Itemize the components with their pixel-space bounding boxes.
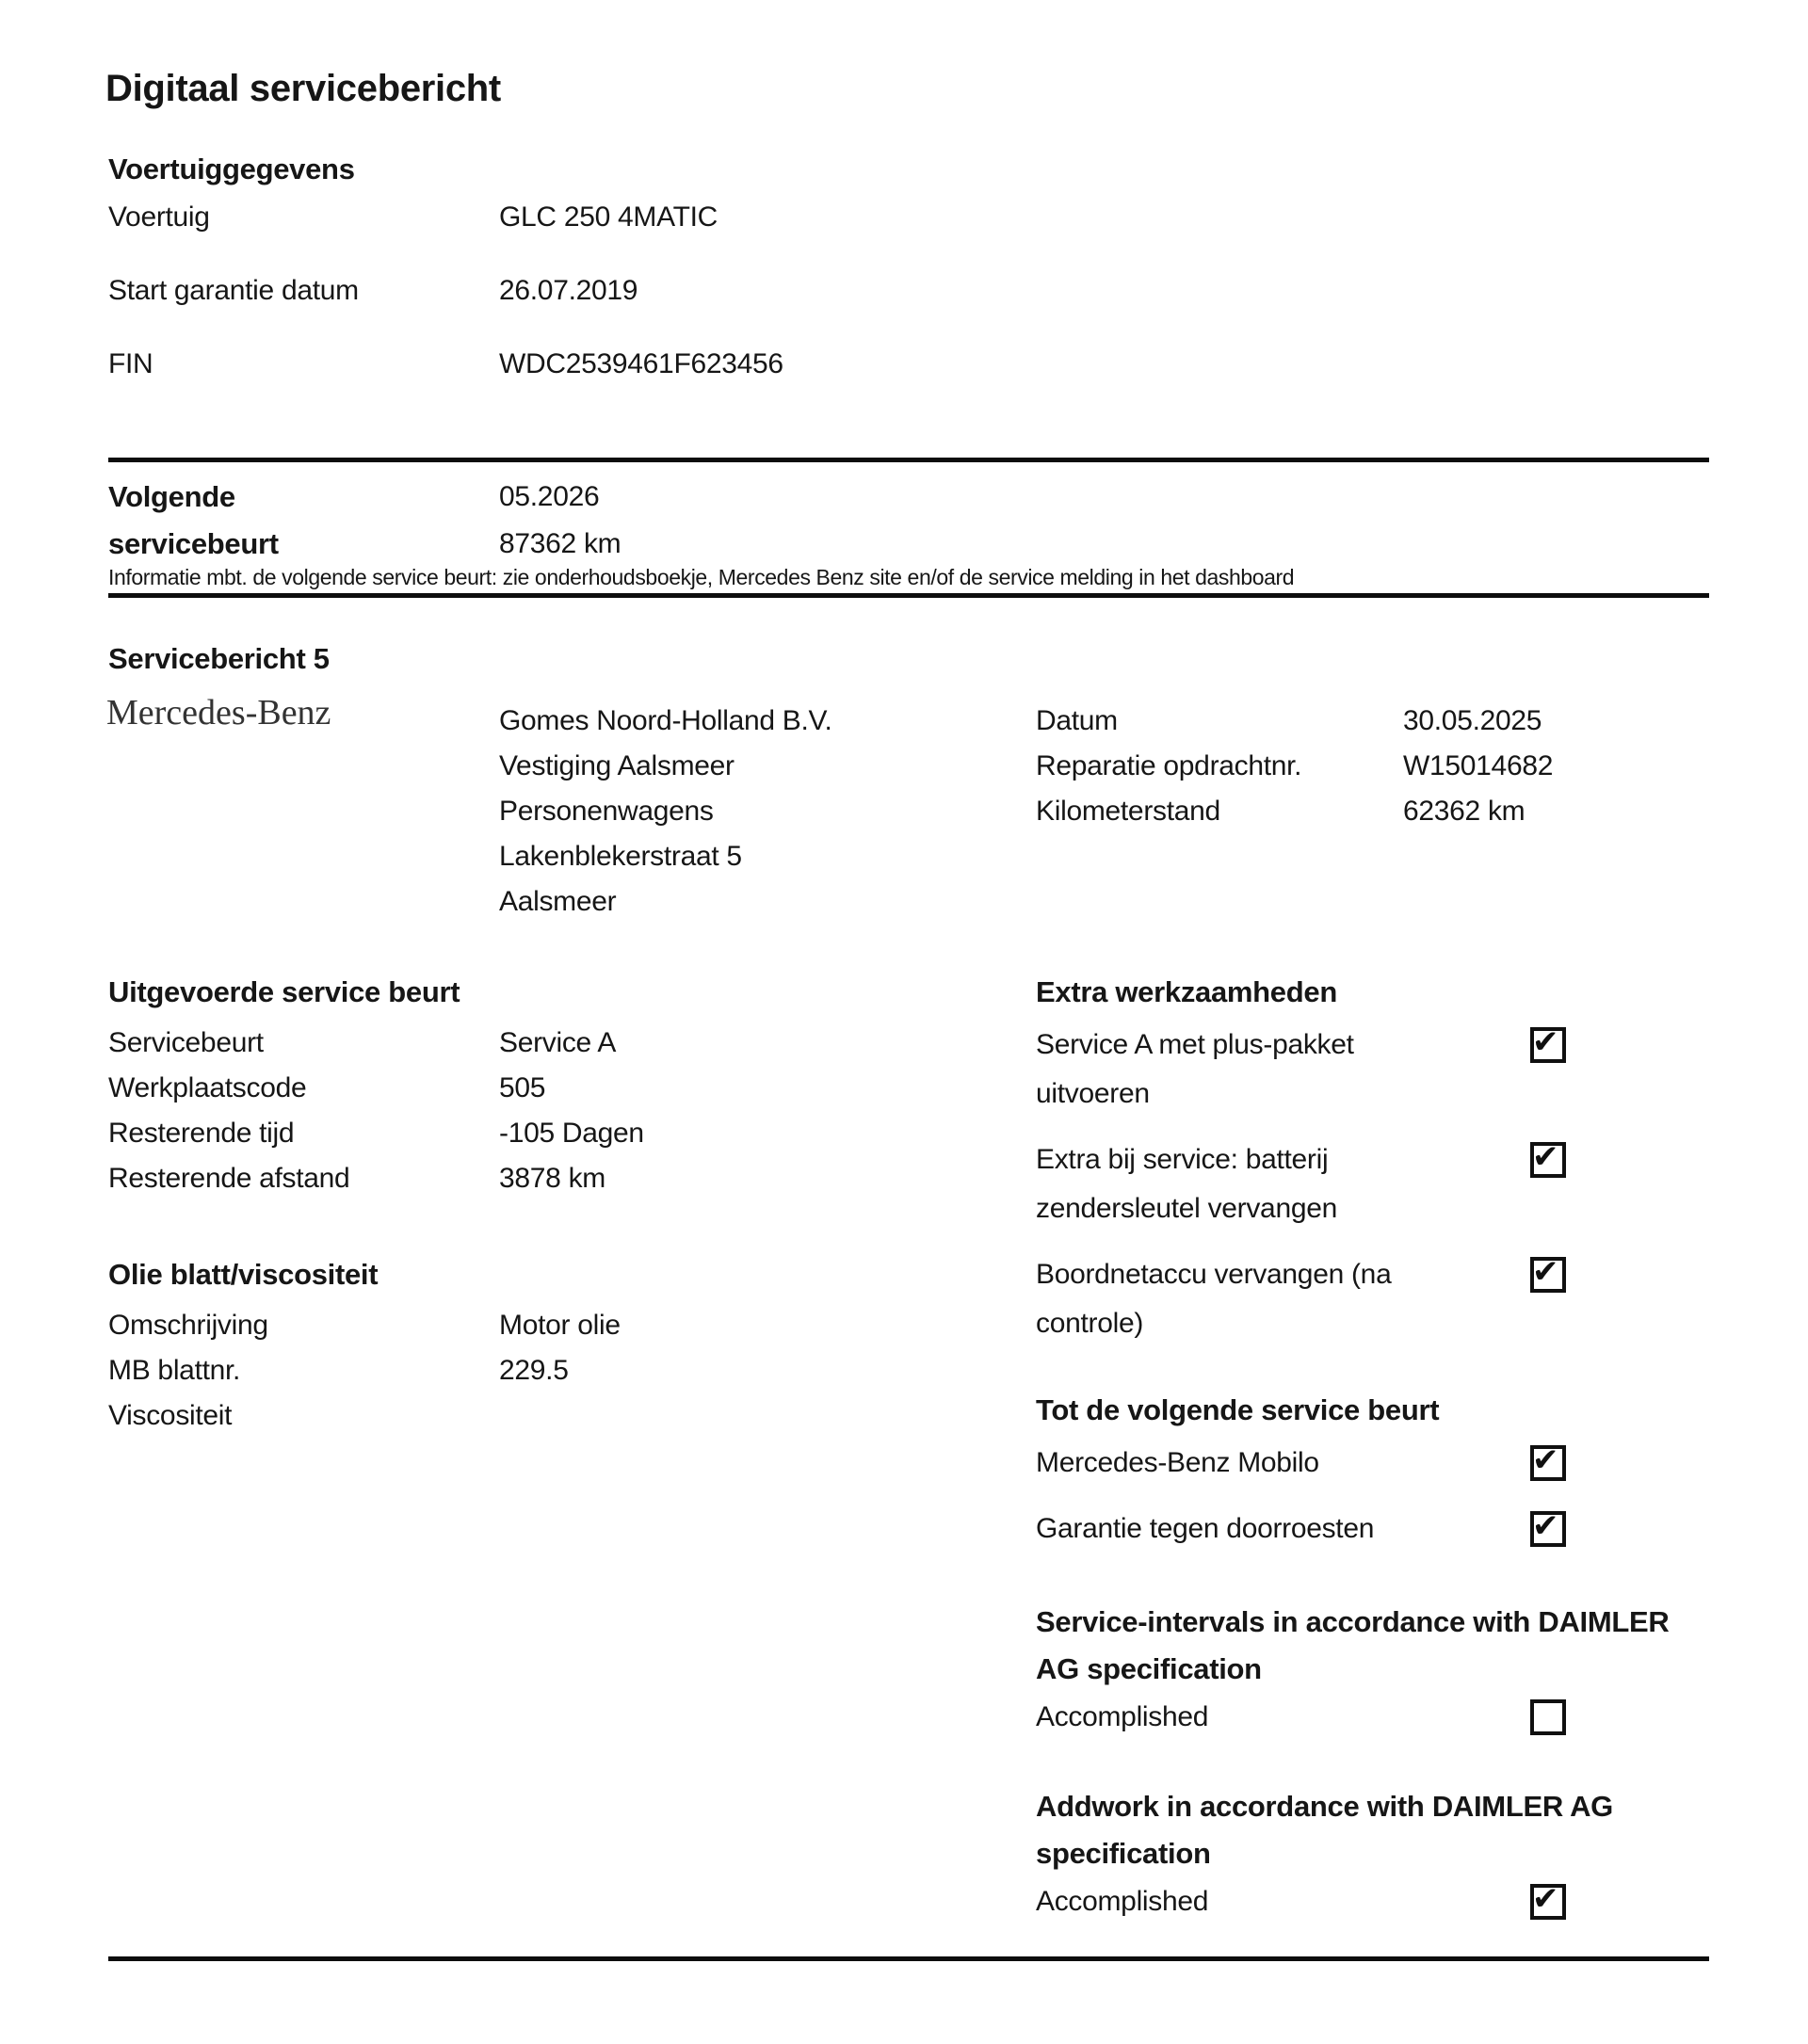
oil-description-value: Motor olie	[499, 1310, 621, 1341]
next-service-heading-line2: servicebeurt	[108, 527, 279, 560]
date-row	[1036, 699, 1553, 744]
next-service-values	[499, 474, 621, 568]
oil-description-label: Omschrijving	[108, 1310, 268, 1341]
mobilo-label: Mercedes-Benz Mobilo	[1036, 1447, 1319, 1478]
accomplished-label: Accomplished	[1036, 1886, 1209, 1917]
checkbox[interactable]	[1530, 1699, 1566, 1735]
next-service-distance: 87362 km	[499, 528, 622, 559]
repair-order-row	[1036, 744, 1553, 789]
extra-work-item	[1036, 1135, 1733, 1233]
addwork-accomplished-item	[1036, 1877, 1733, 1926]
extra-work-item-label: Service A met plus-pakket uitvoeren	[1036, 1029, 1354, 1109]
vehicle-row	[108, 201, 1238, 233]
vehicle-section-heading: Voertuiggegevens	[108, 153, 355, 185]
service-report-meta	[1036, 699, 1553, 834]
extra-work-item	[1036, 1021, 1733, 1119]
repair-order-value: W15014682	[1403, 750, 1554, 781]
fin-label: FIN	[108, 348, 153, 379]
fin-row	[108, 348, 1238, 380]
workshop-code-value: 505	[499, 1072, 546, 1103]
dealer-address	[499, 699, 832, 925]
divider	[108, 593, 1709, 598]
workshop-code-row	[108, 1066, 956, 1111]
warranty-start-row	[108, 275, 1238, 307]
until-next-service-item	[1036, 1439, 1733, 1488]
next-service-heading-line1: Volgende	[108, 480, 235, 513]
checkbox[interactable]	[1530, 1445, 1566, 1481]
page-title: Digitaal servicebericht	[105, 68, 501, 109]
performed-service-heading: Uitgevoerde service beurt	[108, 975, 460, 1008]
viscosity-row	[108, 1393, 956, 1439]
next-service-heading	[108, 474, 279, 568]
checkbox[interactable]	[1530, 1257, 1566, 1293]
remaining-distance-label: Resterende afstand	[108, 1163, 350, 1194]
oil-description-row	[108, 1303, 956, 1348]
extra-work-heading: Extra werkzaamheden	[1036, 975, 1337, 1008]
repair-order-label: Reparatie opdrachtnr.	[1036, 750, 1302, 781]
until-next-service-item	[1036, 1505, 1733, 1553]
divider	[108, 1956, 1709, 1961]
extra-work-item	[1036, 1250, 1733, 1348]
rust-warranty-label: Garantie tegen doorroesten	[1036, 1513, 1375, 1544]
checkbox[interactable]	[1530, 1142, 1566, 1178]
viscosity-label: Viscositeit	[108, 1400, 233, 1431]
performed-service-section	[108, 972, 956, 1439]
checkbox[interactable]	[1530, 1027, 1566, 1063]
oil-sheet-row	[108, 1348, 956, 1393]
until-next-service-heading: Tot de volgende service beurt	[1036, 1393, 1440, 1426]
vehicle-value: GLC 250 4MATIC	[499, 201, 718, 233]
vehicle-data-section	[108, 149, 1238, 422]
odometer-row	[1036, 789, 1553, 834]
accomplished-label: Accomplished	[1036, 1701, 1209, 1732]
service-type-row	[108, 1021, 956, 1066]
date-value: 30.05.2025	[1403, 705, 1542, 736]
oil-sheet-label: MB blattnr.	[108, 1355, 241, 1386]
service-intervals-heading: Service-intervals in accordance with DAIMLER AG specification	[1036, 1605, 1670, 1685]
workshop-code-label: Werkplaatscode	[108, 1072, 307, 1103]
odometer-value: 62362 km	[1403, 796, 1526, 827]
mercedes-benz-wordmark: Mercedes-Benz	[106, 693, 331, 732]
remaining-time-value: -105 Dagen	[499, 1118, 644, 1149]
addwork-heading: Addwork in accordance with DAIMLER AG specification	[1036, 1790, 1613, 1870]
fin-value: WDC2539461F623456	[499, 348, 783, 379]
checkbox[interactable]	[1530, 1511, 1566, 1547]
dealer-branch: Vestiging Aalsmeer	[499, 750, 734, 781]
remaining-distance-value: 3878 km	[499, 1163, 605, 1194]
next-service-info: Informatie mbt. de volgende service beurt: zie onderhoudsboekje, Mercedes Benz site en/of de service melding in het dashboard	[108, 565, 1295, 589]
remaining-distance-row	[108, 1156, 956, 1201]
vehicle-label: Voertuig	[108, 201, 210, 233]
service-intervals-accomplished-item	[1036, 1693, 1733, 1742]
dealer-division: Personenwagens	[499, 796, 714, 827]
dealer-city: Aalsmeer	[499, 886, 617, 917]
remaining-time-row	[108, 1111, 956, 1156]
warranty-start-value: 26.07.2019	[499, 275, 638, 306]
extra-work-item-label: Boordnetaccu vervangen (na controle)	[1036, 1259, 1392, 1339]
extra-work-section	[1036, 972, 1780, 1943]
checkbox[interactable]	[1530, 1884, 1566, 1920]
oil-sheet-value: 229.5	[499, 1355, 569, 1386]
next-service-date: 05.2026	[499, 481, 600, 512]
service-report-heading: Servicebericht 5	[108, 642, 330, 675]
service-type-label: Servicebeurt	[108, 1027, 264, 1058]
oil-section-heading: Olie blatt/viscositeit	[108, 1258, 379, 1291]
dealer-name: Gomes Noord-Holland B.V.	[499, 705, 832, 736]
warranty-start-label: Start garantie datum	[108, 275, 359, 306]
odometer-label: Kilometerstand	[1036, 796, 1220, 827]
service-type-value: Service A	[499, 1027, 617, 1058]
extra-work-item-label: Extra bij service: batterij zendersleutel vervangen	[1036, 1144, 1337, 1224]
remaining-time-label: Resterende tijd	[108, 1118, 295, 1149]
dealer-street: Lakenblekerstraat 5	[499, 841, 742, 872]
date-label: Datum	[1036, 705, 1118, 736]
divider	[108, 458, 1709, 462]
